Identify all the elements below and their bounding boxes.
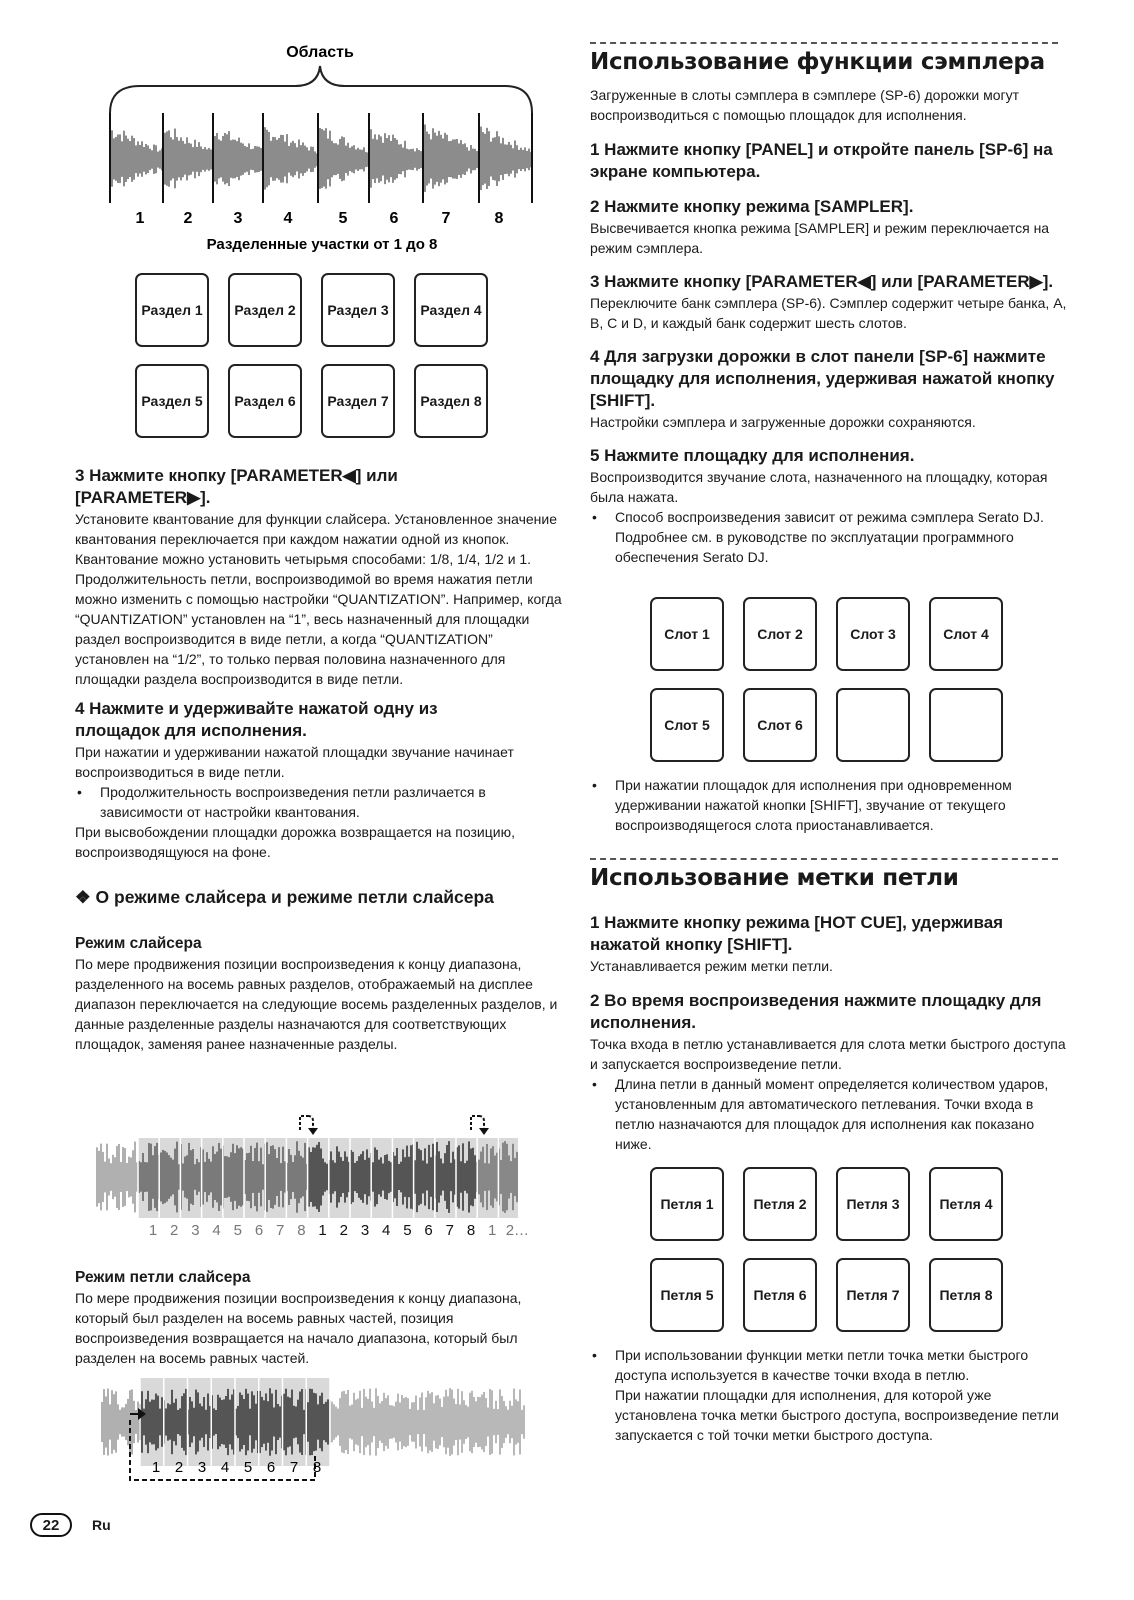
- step4-bullet: • Продолжительность воспроизведения петли различается в зависимости от настройки квантования.: [75, 782, 565, 822]
- step4-heading-1: 4 Нажмите и удерживайте нажатой одну из: [75, 699, 438, 718]
- r-step3-heading: 3 Нажмите кнопку [PARAMETER◀] или [PARAMETER▶].: [590, 272, 1054, 291]
- figure-number-5: 5: [338, 210, 348, 227]
- step3-paragraph-3: Продолжительность петли, воспроизводимой во время нажатия петли можно изменить с помощью настройки “QUANTIZATION”. Например, когда “QUANTIZATION” установлен на “1”, весь назначенный для площадки раздел воспроизводится в виде петли, а когда “QUANTIZATION” установлен на “1/2”, то только первая половина назначенного для площадки раздела воспроизводится в виде петли.: [75, 571, 562, 687]
- step4-paragraph-1: При нажатии и удерживании нажатой площадки звучание начинает воспроизводиться в виде петли.: [75, 744, 514, 780]
- loop-pad-5[interactable]: Петля 5: [650, 1258, 724, 1332]
- r-step2-heading: 2 Нажмите кнопку режима [SAMPLER].: [590, 197, 914, 216]
- figure-number-11: 3: [360, 1222, 370, 1239]
- section-pad-2[interactable]: Раздел 2: [228, 273, 302, 347]
- section-pad-6[interactable]: Раздел 6: [228, 364, 302, 438]
- section-pad-7[interactable]: Раздел 7: [321, 364, 395, 438]
- figure-number-1: 1: [148, 1222, 158, 1239]
- figure-number-7: 7: [276, 1222, 285, 1239]
- slicer-heading: Режим слайсера: [75, 935, 202, 952]
- r-step2-paragraph: Высвечивается кнопка режима [SAMPLER] и режим переключается на режим сэмплера.: [590, 220, 1050, 256]
- figure-number-6: 6: [254, 1222, 264, 1239]
- slot-pad-7[interactable]: [836, 688, 910, 762]
- figure-number-3: 3: [191, 1222, 200, 1239]
- figure-number-1: 1: [135, 210, 145, 227]
- area-caption: Разделенные участки от 1 до 8: [206, 236, 438, 253]
- section-pad-4[interactable]: Раздел 4: [414, 273, 488, 347]
- slicer-jump-marker-1: [300, 1116, 318, 1135]
- slot-pad-3[interactable]: Слот 3: [836, 597, 910, 671]
- slicer-figure: [95, 1110, 530, 1245]
- slicer-jump-marker-2: [471, 1116, 489, 1135]
- r-step4-paragraph: Настройки сэмплера и загруженные дорожки сохраняются.: [590, 414, 976, 430]
- figure-number-10: 2: [339, 1222, 348, 1239]
- sampler-section: [590, 49, 1070, 567]
- r-step5-heading: 5 Нажмите площадку для исполнения.: [590, 446, 915, 465]
- slicer-loop-paragraph: По мере продвижения позиции воспроизведения к концу диапазона, который был разделен на восемь равных частей, позиция воспроизведения возвращается на начало диапазона, который был разделен на восемь равных частей.: [75, 1290, 522, 1366]
- figure-number-16: 8: [466, 1222, 476, 1239]
- l-step1-heading: 1 Нажмите кнопку режима [HOT CUE], удерживая нажатой кнопку [SHIFT].: [590, 913, 1004, 954]
- loop-pad-7[interactable]: Петля 7: [836, 1258, 910, 1332]
- step4-heading-2: площадок для исполнения.: [75, 721, 307, 740]
- loop-pad-3[interactable]: Петля 3: [836, 1167, 910, 1241]
- loop-pad-6[interactable]: Петля 6: [743, 1258, 817, 1332]
- r-step1-heading: 1 Нажмите кнопку [PANEL] и откройте панель [SP-6] на экране компьютера.: [590, 140, 1053, 181]
- figure-number-2: 2: [174, 1459, 184, 1476]
- section-pad-1[interactable]: Раздел 1: [135, 273, 209, 347]
- figure-number-8: 8: [494, 210, 504, 227]
- slicer-numbers: [149, 1222, 529, 1239]
- slot-pad-1[interactable]: Слот 1: [650, 597, 724, 671]
- loop-pad-4[interactable]: Петля 4: [929, 1167, 1003, 1241]
- step3-heading-2: [PARAMETER▶].: [75, 488, 211, 507]
- slicer-loop-heading: Режим петли слайсера: [75, 1269, 251, 1286]
- section-pad-3[interactable]: Раздел 3: [321, 273, 395, 347]
- area-numbers: [136, 210, 504, 227]
- r-step3-paragraph: Переключите банк сэмплера (SP-6). Сэмплер содержит четыре банка, A, B, C и D, и каждый банк содержит шесть слотов.: [590, 295, 1067, 331]
- area-figure: [90, 38, 550, 258]
- l-step1-paragraph: Устанавливается режим метки петли.: [590, 958, 833, 974]
- loopcue-title: Использование метки петли: [590, 865, 959, 891]
- figure-number-4: 4: [212, 1222, 221, 1239]
- r-step5-paragraph: Воспроизводится звучание слота, назначенного на площадку, которая была нажата.: [590, 469, 1048, 505]
- slot-pad-6[interactable]: Слот 6: [743, 688, 817, 762]
- figure-number-6: 6: [389, 210, 399, 227]
- language-label: Ru: [92, 1517, 111, 1533]
- figure-number-2: 2: [170, 1222, 179, 1239]
- figure-number-1: 1: [151, 1459, 161, 1476]
- section-pad-8[interactable]: Раздел 8: [414, 364, 488, 438]
- figure-number-9: 1: [318, 1222, 327, 1239]
- r-step5-bullet: • Способ воспроизведения зависит от режима сэмплера Serato DJ. Подробнее см. в руководстве по эксплуатации программного обеспечения Serato DJ.: [590, 507, 1070, 567]
- slot-pad-5[interactable]: Слот 5: [650, 688, 724, 762]
- figure-number-2: 2: [183, 210, 193, 227]
- figure-number-15: 7: [445, 1222, 454, 1239]
- figure-number-3: 3: [197, 1459, 207, 1476]
- figure-number-17: 1: [488, 1222, 497, 1239]
- step3-paragraph-2: Квантование можно установить четырьмя способами: 1/8, 1/4, 1/2 и 1.: [75, 551, 532, 567]
- figure-number-13: 5: [403, 1222, 412, 1239]
- area-waveform: [110, 124, 531, 192]
- figure-number-4: 4: [220, 1459, 230, 1476]
- step3-block: [75, 465, 565, 1054]
- step3-heading-1: 3 Нажмите кнопку [PARAMETER◀] или: [75, 466, 398, 485]
- figure-number-5: 5: [243, 1459, 253, 1476]
- l-step2-bullet-2-block: [590, 1345, 1065, 1445]
- section-pad-5[interactable]: Раздел 5: [135, 364, 209, 438]
- figure-number-12: 4: [382, 1222, 391, 1239]
- loop-pad-2[interactable]: Петля 2: [743, 1167, 817, 1241]
- r-step5-bullet-2: • При нажатии площадок для исполнения при одновременном удерживании нажатой кнопки [SHIFT], звучание от текущего воспроизводящегося слота приостанавливается.: [590, 775, 1085, 835]
- figure-number-7: 7: [441, 210, 451, 227]
- figure-number-4: 4: [283, 210, 293, 227]
- figure-number-8: 8: [297, 1222, 306, 1239]
- figure-number-6: 6: [266, 1459, 276, 1476]
- l-step2-bullet: • Длина петли в данный момент определяется количеством ударов, установленным для автоматического петлевания. Точки входа в петлю назначаются для площадок для исполнения как показано ниже.: [590, 1074, 1070, 1154]
- sampler-title: Использование функции сэмплера: [590, 49, 1045, 75]
- slicer-paragraph: По мере продвижения позиции воспроизведения к концу диапазона, разделенного на восемь равных разделов, отображаемый на дисплее диапазон переключается на следующие восемь разделенных разделов, и данные разделенные разделы назначаются для соответствующих площадок, заменяя ранее назначенные разделы.: [75, 956, 558, 1052]
- figure-number-5: 5: [233, 1222, 242, 1239]
- loopcue-section: [590, 865, 1070, 1154]
- l-step2-bullet-2-cont: При нажатии площадки для исполнения, для которой уже установлена точка метки быстрого доступа, воспроизведение петли запускается с той точки метки быстрого доступа.: [615, 1387, 1059, 1443]
- sampler-intro: Загруженные в слоты сэмплера в сэмплере (SP-6) дорожки могут воспроизводиться с помощью площадок для исполнения.: [590, 87, 1019, 123]
- section-divider-1: [590, 42, 1058, 44]
- about-heading: ❖ О режиме слайсера и режиме петли слайсера: [75, 887, 494, 907]
- figure-number-7: 7: [289, 1459, 299, 1476]
- slot-pad-2[interactable]: Слот 2: [743, 597, 817, 671]
- slot-pad-8[interactable]: [929, 688, 1003, 762]
- slicer-loop-block: [75, 1268, 565, 1368]
- l-step2-paragraph: Точка входа в петлю устанавливается для слота метки быстрого доступа и запускается воспроизведение петли.: [590, 1036, 1066, 1072]
- figure-number-3: 3: [233, 210, 243, 227]
- figure-number-8: 8: [312, 1459, 322, 1476]
- slot-pad-4[interactable]: Слот 4: [929, 597, 1003, 671]
- slicer-loop-figure: [100, 1370, 530, 1490]
- step3-paragraph-1: Установите квантование для функции слайсера. Установленное значение квантования переключается при каждом нажатии одной из кнопок.: [75, 511, 558, 547]
- l-step2-heading: 2 Во время воспроизведения нажмите площадку для исполнения.: [590, 991, 1042, 1032]
- section-divider-2: [590, 858, 1058, 860]
- area-brace: [110, 66, 532, 113]
- page-number: 22: [30, 1513, 72, 1537]
- loop-pad-1[interactable]: Петля 1: [650, 1167, 724, 1241]
- l-step2-bullet-2: • При использовании функции метки петли точка метки быстрого доступа используется в качестве точки входа в петлю.: [590, 1345, 1065, 1385]
- figure-number-14: 6: [424, 1222, 433, 1239]
- r-step4-heading: 4 Для загрузки дорожки в слот панели [SP-6] нажмите площадку для исполнения, удерживая нажатой кнопку [SHIFT].: [590, 347, 1055, 410]
- area-title: Область: [286, 44, 354, 61]
- loop-pad-8[interactable]: Петля 8: [929, 1258, 1003, 1332]
- figure-number-18: 2…: [505, 1222, 530, 1239]
- step4-paragraph-2: При высвобождении площадки дорожка возвращается на позицию, воспроизводящуюся на фоне.: [75, 824, 515, 860]
